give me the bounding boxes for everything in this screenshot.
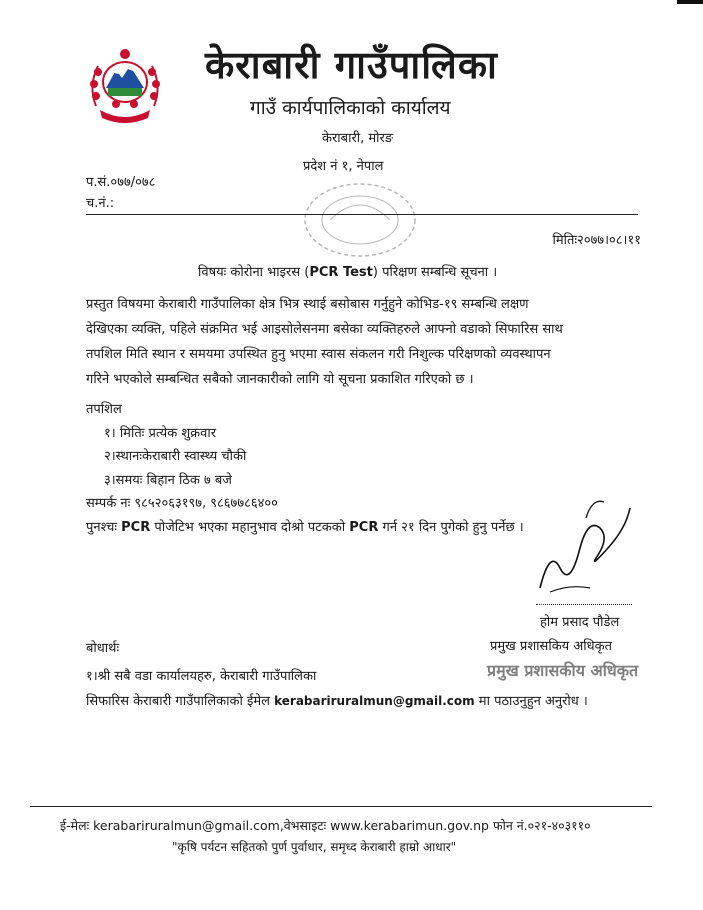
dispatch-number: च.नं.: [86,196,115,211]
letter-date: मितिः२०७७।०८।११ [552,233,641,248]
subject-line [198,262,497,280]
office-stamp-icon [300,180,420,260]
cc-line-2 [86,689,588,714]
header-divider [86,214,638,215]
cc-line-1: १।श्री सबै वडा कार्यालयहरु, केराबारी गाउँपालिका [86,669,317,684]
cc-heading: बोधार्थः [86,641,120,656]
note-pcr-2: PCR [349,519,379,535]
footer-slogan: "कृषि पर्यटन सहितको पुर्ण पुर्वाधार, समृध्द केराबारी हाम्रो आधार" [172,840,457,854]
notice-body [86,292,648,392]
footer-contact: ई-मेलः kerabariruralmun@gmail.com,वेभसाइटः www.kerabarimun.gov.np फोन नं.०२१-४०३११० [60,818,591,833]
cc-block [86,637,588,714]
note-suffix: गर्न २१ दिन पुगेको हुनु पर्नेछ । [378,519,524,535]
contact-line: सम्पर्क नः ९८५२०६३१९७, ९८६७७८६४०० [86,496,278,511]
cc-line-2-suffix: मा पठाउनुहुन अनुरोध । [474,694,588,709]
signatory-stamp: प्रमुख प्रशासकीय अधिकृत [487,661,639,680]
note-mid: पोजेटिभ भएका महानुभाव दोश्रो पटकको [150,519,350,535]
body-line: तपशिल मिति स्थान र समयमा उपस्थित हुनु भएमा स्वास संकलन गरी निशुल्क परिक्षणको व्यवस्थापन [86,347,551,362]
body-line: गरिने भएकोले सम्बन्धित सबैको जानकारीको लागि यो सूचना प्रकाशित गरिएको छ । [86,372,474,387]
signatory-name: होम प्रसाद पौडेल [540,615,620,630]
postscript-line [86,516,524,540]
signature-line [536,604,632,605]
cc-email: kerabariruralmun@gmail.com [274,694,475,708]
note-prefix: पुनश्चः [86,519,122,535]
footer-divider [30,806,652,807]
detail-item-time: ३।समयः बिहान ठिक ७ बजे [104,472,232,488]
signatory-title: प्रमुख प्रशासकिय अधिकृत [490,639,613,654]
detail-item-place: २।स्थानःकेराबारी स्वास्थ्य चौकी [104,449,247,464]
office-subtitle: गाउँ कार्यपालिकाको कार्यालय [250,97,451,119]
subject-bold: PCR Test [309,265,373,280]
page-title: केराबारी गाउँपालिका [205,42,498,87]
subject-prefix: विषयः कोरोना भाइरस ( [198,265,310,280]
detail-item-date: १। मितिः प्रत्येक शुक्रवार [104,425,217,441]
scan-corner-mark [677,0,703,12]
subject-suffix: ) परिक्षण सम्बन्धि सूचना । [372,265,498,280]
signature-icon [530,488,640,598]
address-line-2: प्रदेश नं १, नेपाल [303,159,384,174]
reference-number: प.सं.०७७/०७८ [86,175,156,190]
details-heading: तपशिल [86,402,122,417]
cc-line-2-prefix: सिफारिस केराबारी गाउँपालिकाको ईमेल [86,694,275,709]
details-list [86,398,524,539]
note-pcr-1: PCR [121,519,151,535]
body-line: प्रस्तुत विषयमा केराबारी गाउँपालिका क्षेत्र भित्र स्थाई बसोबास गर्नुहुने कोभिड-१९ सम्बन्धि लक्षण [86,297,529,312]
address-line-1: केराबारी, मोरङ [322,131,394,146]
body-line: देखिएका व्यक्ति, पहिले संक्रमित भई आइसोलेसनमा बसेका व्यक्तिहरुले आफ्नो वडाको सिफारिस साथ [86,322,563,337]
nepal-emblem-icon [86,46,164,128]
